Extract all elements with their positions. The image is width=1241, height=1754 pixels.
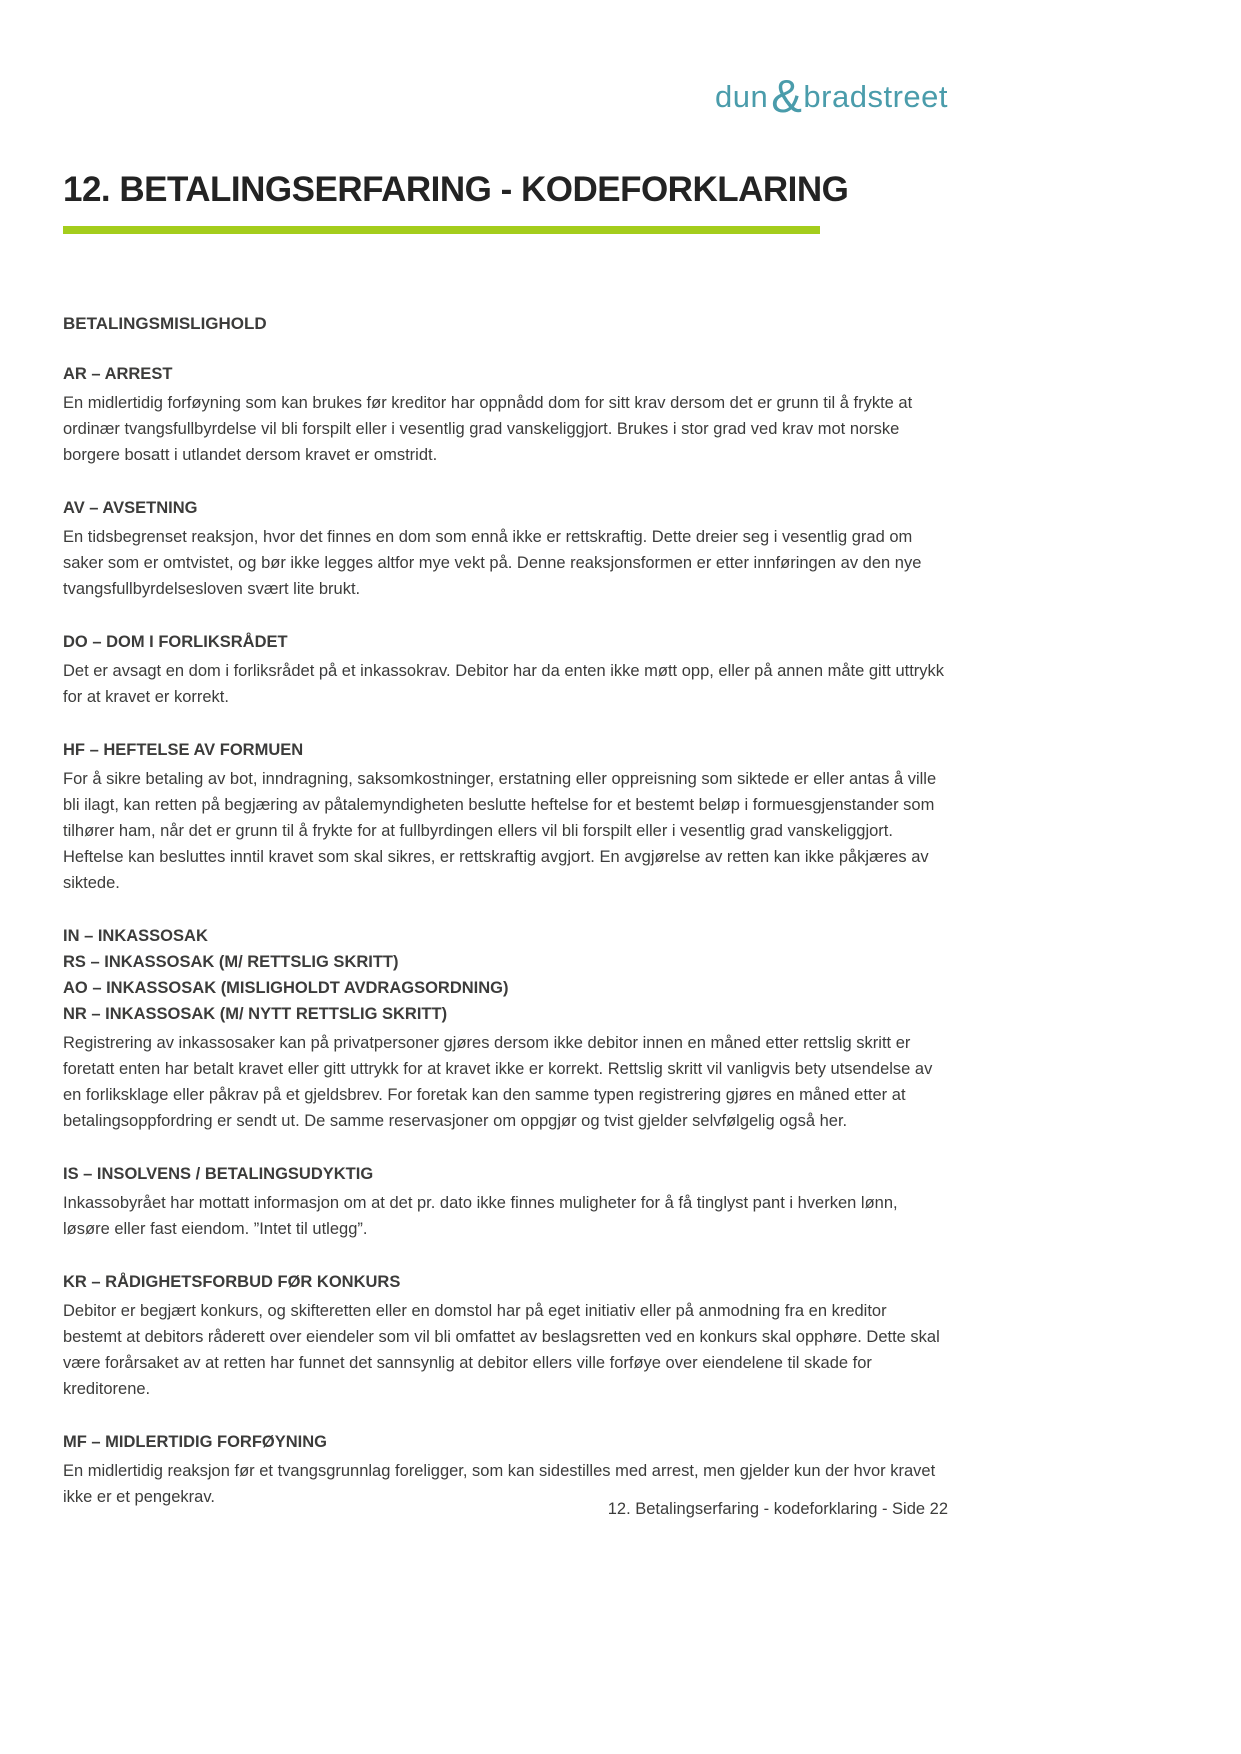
code-entry-inkassosak (63, 923, 948, 1134)
code-heading: DO – DOM I FORLIKSRÅDET (63, 633, 288, 651)
code-description: Inkassobyrået har mottatt informasjon om at det pr. dato ikke finnes muligheter for å få tinglyst pant i hverken lønn, løsøre eller fast eiendom. ”Intet til utlegg”. (63, 1194, 898, 1238)
code-heading: NR – INKASSOSAK (M/ NYTT RETTSLIG SKRITT) (63, 1005, 448, 1023)
code-description: En midlertidig reaksjon før et tvangsgrunnlag foreligger, som kan sidestilles med arrest, men gjelder kun der hvor kravet ikke er et pengekrav. (63, 1462, 936, 1506)
code-heading: KR – RÅDIGHETSFORBUD FØR KONKURS (63, 1273, 401, 1291)
code-entry-av (63, 495, 948, 602)
code-heading: IS – INSOLVENS / BETALINGSUDYKTIG (63, 1165, 374, 1183)
code-heading: RS – INKASSOSAK (M/ RETTSLIG SKRITT) (63, 953, 399, 971)
logo-row (63, 64, 948, 122)
page-title: 12. BETALINGSERFARING - KODEFORKLARING (63, 170, 849, 209)
code-description: Det er avsagt en dom i forliksrådet på et inkassokrav. Debitor har da enten ikke møtt opp, eller på annen måte gitt uttrykk for at kravet er korrekt. (63, 662, 945, 706)
code-description: For å sikre betaling av bot, inndragning, saksomkostninger, erstatning eller oppreisning som siktede er eller antas å ville bli ilagt, kan retten på begjæring av påtalemyndigheten beslutte heftelse for et bestemt beløp i formuesgjenstander som tilhører ham, når det er grunn til å frykte for at fullbyrdingen ellers vil bli forspilt eller i vesentlig grad vanskeliggjort. Heftelse kan besluttes inntil kravet som skal sikres, er rettskraftig avgjort. En avgjørelse av retten kan ikke påkjæres av siktede. (63, 770, 937, 892)
page-footer: 12. Betalingserfaring - kodeforklaring - Side 22 (607, 1500, 948, 1518)
logo-text-bradstreet: bradstreet (803, 79, 948, 114)
code-entry-is (63, 1161, 948, 1242)
section-heading-betalingsmislighold: BETALINGSMISLIGHOLD (63, 314, 267, 333)
code-heading: IN – INKASSOSAK (63, 927, 208, 945)
code-entry-do (63, 629, 948, 710)
logo-text-dun: dun (715, 79, 769, 114)
code-heading: AV – AVSETNING (63, 499, 198, 517)
code-heading: MF – MIDLERTIDIG FORFØYNING (63, 1433, 327, 1451)
code-description: Debitor er begjært konkurs, og skifteretten eller en domstol har på eget initiativ eller på anmodning fra en kreditor bestemt at debitors råderett over eiendeler som vil bli omfattet av beslagsretten ved en konkurs skal opphøre. Dette skal være forårsaket av at retten har funnet det sannsynlig at debitor ellers ville forføye over eiendelene til skade for kreditorene. (63, 1302, 940, 1398)
code-heading: AR – ARREST (63, 365, 173, 383)
code-entry-ar (63, 361, 948, 468)
document-content (63, 0, 948, 1510)
code-description: Registrering av inkassosaker kan på privatpersoner gjøres dersom ikke debitor innen en måned etter rettslig skritt er foretatt enten har betalt kravet eller gitt uttrykk for at kravet ikke er korrekt. Rettslig skritt vil vanligvis bety utsendelse av en forliksklage eller påkrav på et gjeldsbrev. For foretak kan den samme typen registrering gjøres en måned etter at betalingsoppfordring er sendt ut. De samme reservasjoner om oppgjør og tvist gjelder selvfølgelig også her. (63, 1034, 933, 1130)
code-description: En midlertidig forføyning som kan brukes før kreditor har oppnådd dom for sitt krav dersom det er grunn til å frykte at ordinær tvangsfullbyrdelse vil bli forspilt eller i vesentlig grad vanskeliggjort. Brukes i stor grad ved krav mot norske borgere bosatt i utlandet dersom kravet er omstridt. (63, 394, 913, 464)
code-heading: HF – HEFTELSE AV FORMUEN (63, 741, 304, 759)
code-entry-kr (63, 1269, 948, 1402)
code-heading: AO – INKASSOSAK (MISLIGHOLDT AVDRAGSORDNING) (63, 979, 509, 997)
code-description: En tidsbegrenset reaksjon, hvor det finnes en dom som ennå ikke er rettskraftig. Dette dreier seg i vesentlig grad om saker som er omtvistet, og bør ikke legges altfor mye vekt på. Denne reaksjonsformen er etter innføringen av den nye tvangsfullbyrdelsesloven svært lite brukt. (63, 528, 922, 598)
code-entry-mf (63, 1429, 948, 1510)
dun-bradstreet-logo (715, 64, 948, 122)
title-underline-bar (63, 226, 820, 234)
ampersand-icon: & (771, 70, 803, 122)
code-entry-hf (63, 737, 948, 896)
